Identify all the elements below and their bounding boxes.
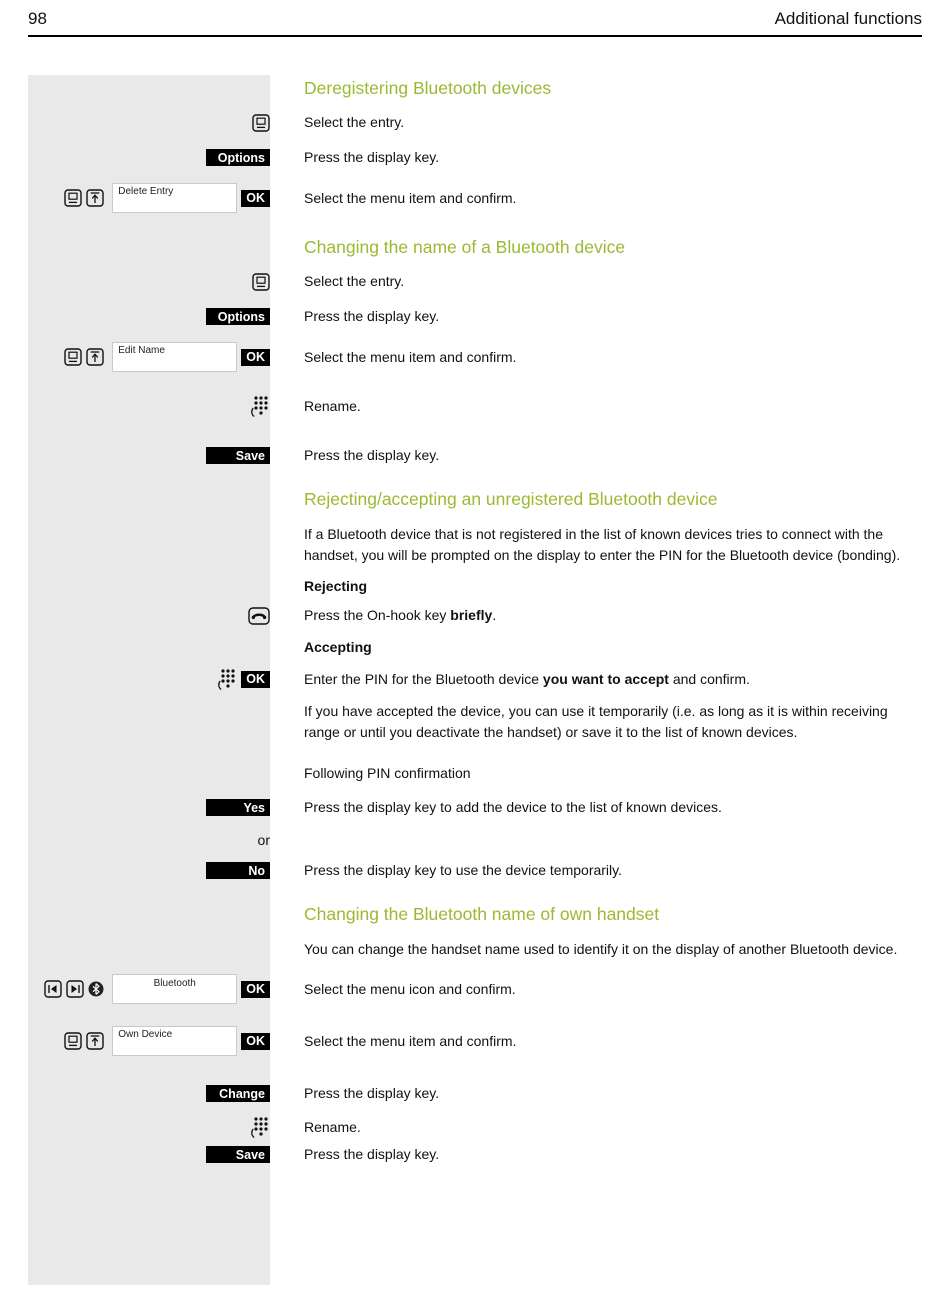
instruction-text: Press the display key to use the device temporarily. (304, 862, 623, 878)
save-badge: Save (206, 447, 270, 464)
instruction-row (28, 446, 922, 465)
section-heading: Changing the Bluetooth name of own handset (304, 904, 660, 924)
instruction-text: Press the display key to add the device to the list of known devices. (304, 799, 722, 815)
instruction-text: Press the display key. (304, 308, 440, 324)
open-key-icon (86, 1032, 104, 1050)
text-part: and confirm. (668, 670, 750, 687)
section-deregistering-bluetooth (28, 78, 922, 213)
subheading-accepting: Accepting (304, 639, 372, 655)
instruction-text: Press the display key. (304, 1085, 440, 1101)
instruction-row (28, 831, 922, 849)
instruction-text: Rename. (304, 397, 361, 414)
ok-badge: OK (241, 349, 270, 366)
instruction-row (28, 798, 922, 817)
options-badge: Options (206, 308, 270, 325)
instruction-row (28, 606, 922, 625)
instruction-text: Select the menu item and confirm. (304, 1032, 517, 1049)
instruction-row (28, 974, 922, 1004)
control-key-icon (64, 1032, 82, 1050)
header-title: Additional functions (774, 9, 922, 28)
paragraph: If a Bluetooth device that is not registered in the list of known devices tries to connect with the handset, you will be prompted on the display to enter the PIN for the Bluetooth device (bonding). (304, 526, 901, 563)
page-header (28, 0, 922, 37)
instruction-row (28, 861, 922, 880)
text-part: Enter the PIN for the Bluetooth device (304, 670, 543, 687)
instruction-row (28, 342, 922, 372)
yes-badge: Yes (206, 799, 270, 816)
options-badge: Options (206, 149, 270, 166)
paragraph: You can change the handset name used to identify it on the display of another Bluetooth device. (304, 941, 898, 957)
instruction-row (28, 394, 922, 418)
instruction-text: Press the display key. (304, 1146, 440, 1162)
instruction-text: Rename. (304, 1118, 361, 1135)
section-rejecting-accepting (28, 489, 922, 880)
subheading-rejecting: Rejecting (304, 578, 368, 594)
bluetooth-icon (88, 981, 104, 997)
keypad-icon (250, 394, 270, 418)
left-arrow-key-icon (44, 980, 62, 998)
instruction-row (28, 307, 922, 326)
instruction-text: Press the display key. (304, 447, 440, 463)
menu-item-box: Edit Name (112, 342, 237, 372)
open-key-icon (86, 348, 104, 366)
ok-badge: OK (241, 190, 270, 207)
instruction-row (28, 272, 922, 291)
control-key-icon (252, 114, 270, 132)
text-part: Press the On-hook key (304, 607, 451, 623)
instruction-text: Select the menu icon and confirm. (304, 980, 516, 997)
ok-badge: OK (241, 671, 270, 688)
keypad-icon (217, 667, 237, 691)
section-changing-own-handset-name (28, 904, 922, 1164)
menu-item-box: Delete Entry (112, 183, 237, 213)
section-changing-device-name (28, 237, 922, 465)
instruction-row (28, 1084, 922, 1103)
section-heading: Changing the name of a Bluetooth device (304, 237, 626, 257)
or-label: or (257, 832, 270, 848)
ok-badge: OK (241, 1033, 270, 1050)
control-key-icon (64, 348, 82, 366)
right-arrow-key-icon (66, 980, 84, 998)
instruction-row (28, 183, 922, 213)
menu-item-box: Own Device (112, 1026, 237, 1056)
ok-badge: OK (241, 981, 270, 998)
section-heading: Rejecting/accepting an unregistered Bluetooth device (304, 489, 718, 509)
keypad-icon (250, 1115, 270, 1139)
save-badge: Save (206, 1146, 270, 1163)
instruction-text: Select the entry. (304, 273, 405, 289)
instruction-text (304, 606, 922, 625)
page-content (0, 37, 950, 1164)
menu-item-box: Bluetooth (112, 974, 237, 1004)
section-heading: Deregistering Bluetooth devices (304, 78, 552, 98)
text-part-bold: briefly (450, 607, 493, 623)
instruction-text: Select the entry. (304, 114, 405, 130)
control-key-icon (64, 189, 82, 207)
instruction-text: Select the menu item and confirm. (304, 189, 517, 206)
on-hook-key-icon (248, 607, 270, 625)
instruction-row (28, 148, 922, 167)
paragraph: Following PIN confirmation (304, 765, 471, 781)
no-badge: No (206, 862, 270, 879)
instruction-row (28, 1115, 922, 1139)
instruction-text: Press the display key. (304, 149, 440, 165)
control-key-icon (252, 273, 270, 291)
instruction-text (304, 670, 922, 689)
text-part: . (492, 607, 497, 623)
instruction-row (28, 113, 922, 132)
page-number: 98 (28, 9, 47, 28)
instruction-row (28, 1145, 922, 1164)
text-part-bold: you want to accept (542, 670, 669, 687)
open-key-icon (86, 189, 104, 207)
instruction-text: Select the menu item and confirm. (304, 348, 517, 365)
instruction-row (28, 1026, 922, 1056)
instruction-row (28, 667, 922, 691)
paragraph: If you have accepted the device, you can use it temporarily (i.e. as long as it is within receiving range or until you deactivate the handset) or save it to the list of known devices. (304, 703, 888, 740)
change-badge: Change (206, 1085, 270, 1102)
